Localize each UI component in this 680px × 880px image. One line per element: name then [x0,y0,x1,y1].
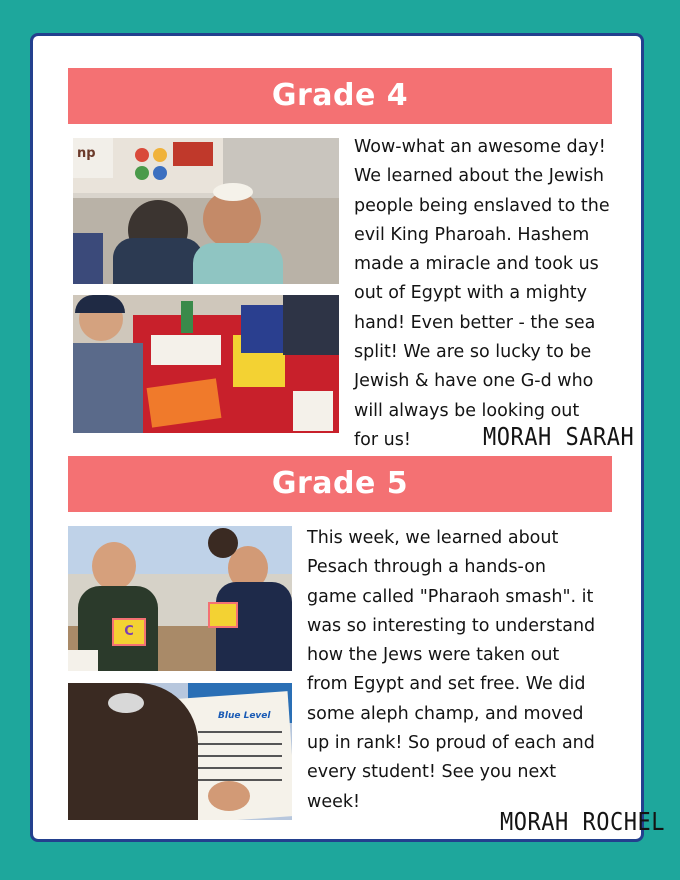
grade-5-reading-photo [68,683,292,820]
grade-4-classroom-photo [73,138,339,284]
grade-5-heading: Grade 5 [68,456,612,512]
booklet-level-text: Blue Level [218,711,271,721]
grade-5-body-text: This week, we learned about Pesach through a hands-on game called "Pharaoh smash". it was so interesting to understand how the Jews were taken out from Egypt and set free. We did some aleph champ, and moved up in rank! So proud of each and every student! See you next week! [307,528,596,812]
grade-4-heading: Grade 4 [68,68,612,124]
grade-4-signature: MORAH SARAH [483,423,635,452]
classroom-sign-text: np [77,146,96,161]
grade-5-signature: MORAH ROCHEL [500,808,665,837]
grade-4-body-text: Wow-what an awesome day! We learned about the Jewish people being enslaved to the evil King Pharoah. Hashem made a miracle and took us out of Egypt with a mighty hand! Even better - the sea split! We are so lucky to be Jewish & have one G-d who will always be looking out for us! [354,137,610,450]
grade-4-group-work-photo [73,295,339,433]
letter-card-text: C [124,624,134,639]
grade-5-game-photo [68,526,292,671]
letter-card [112,618,146,646]
